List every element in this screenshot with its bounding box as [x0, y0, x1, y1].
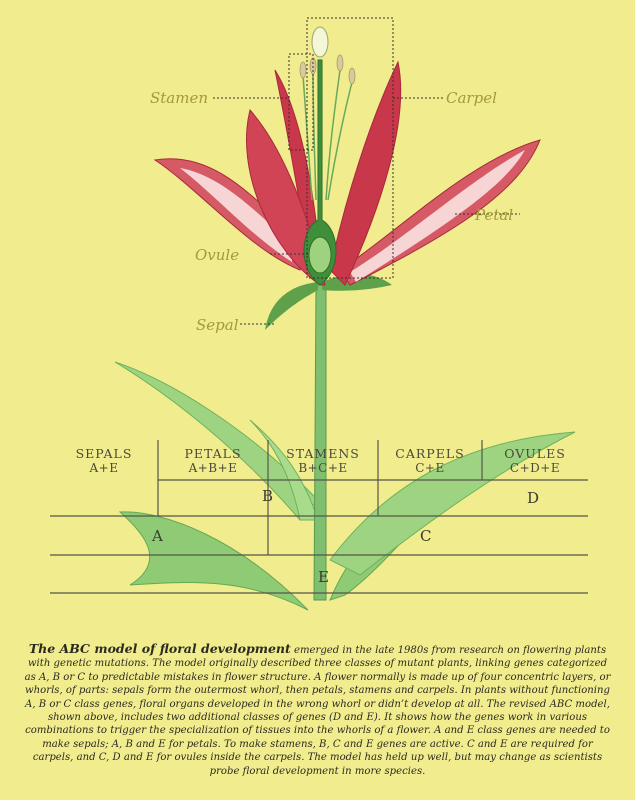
sepal-left [265, 282, 318, 330]
anthers [300, 55, 355, 84]
caption [22, 642, 613, 778]
whorl-ovules [482, 446, 588, 476]
whorl-genes: B+C+E [298, 461, 348, 475]
stigma [312, 27, 328, 57]
petal-label: Petal [475, 206, 514, 224]
gene-class-d: D [527, 489, 540, 507]
whorl-carpels [378, 446, 482, 476]
whorl-genes: C+E [415, 461, 445, 475]
gene-class-c: C [420, 527, 432, 545]
whorl-name: PETALS [184, 446, 242, 461]
stamen-label: Stamen [150, 89, 209, 107]
ovule [309, 237, 331, 273]
caption-title: The ABC model of floral development [28, 641, 291, 656]
stem [314, 285, 326, 600]
gene-class-a: A [152, 527, 163, 545]
gene-class-b: B [262, 487, 274, 505]
whorl-name: STAMENS [286, 446, 360, 461]
whorl-sepals [50, 446, 158, 476]
whorl-stamens [268, 446, 378, 476]
whorl-genes: A+B+E [188, 461, 238, 475]
whorl-name: OVULES [504, 446, 566, 461]
whorl-petals [158, 446, 268, 476]
whorl-name: CARPELS [395, 446, 465, 461]
carpel-label: Carpel [446, 89, 497, 107]
whorl-genes: C+D+E [509, 461, 561, 475]
sepal-label: Sepal [196, 316, 239, 334]
caption-body: emerged in the late 1980s from research on flowering plants with genetic mutations. The model originally described three classes of mutant plants, linking genes categorized as A, B or C to predictable mistakes in flower structure. A flower normally is made up of four concentric layers, or whorls, of parts: sepals form the outermost whorl, then petals, stamens and carpels. In plants without functioning A, B or C class genes, floral organs developed in the wrong whorl or didn’t develop at all. The revised ABC model, shown above, includes two additional classes of genes (D and E). It shows how the genes work in various combinations to trigger the specialization of tissues into the whorls of a flower. A and E class genes are needed to make sepals; A, B and E for petals. To make stamens, B, C and E genes are active. C and E are required for carpels, and C, D and E for ovules inside the carpels. The model has held up well, but may change as scientists probe floral development in more species. [24, 645, 611, 777]
whorl-genes: A+E [89, 461, 119, 475]
stamens [303, 70, 352, 200]
bottom-left-leaf [120, 512, 308, 610]
left-leaf [115, 362, 318, 520]
ovule-label: Ovule [195, 246, 240, 264]
gene-class-e: E [318, 568, 329, 586]
whorl-name: SEPALS [75, 446, 133, 461]
